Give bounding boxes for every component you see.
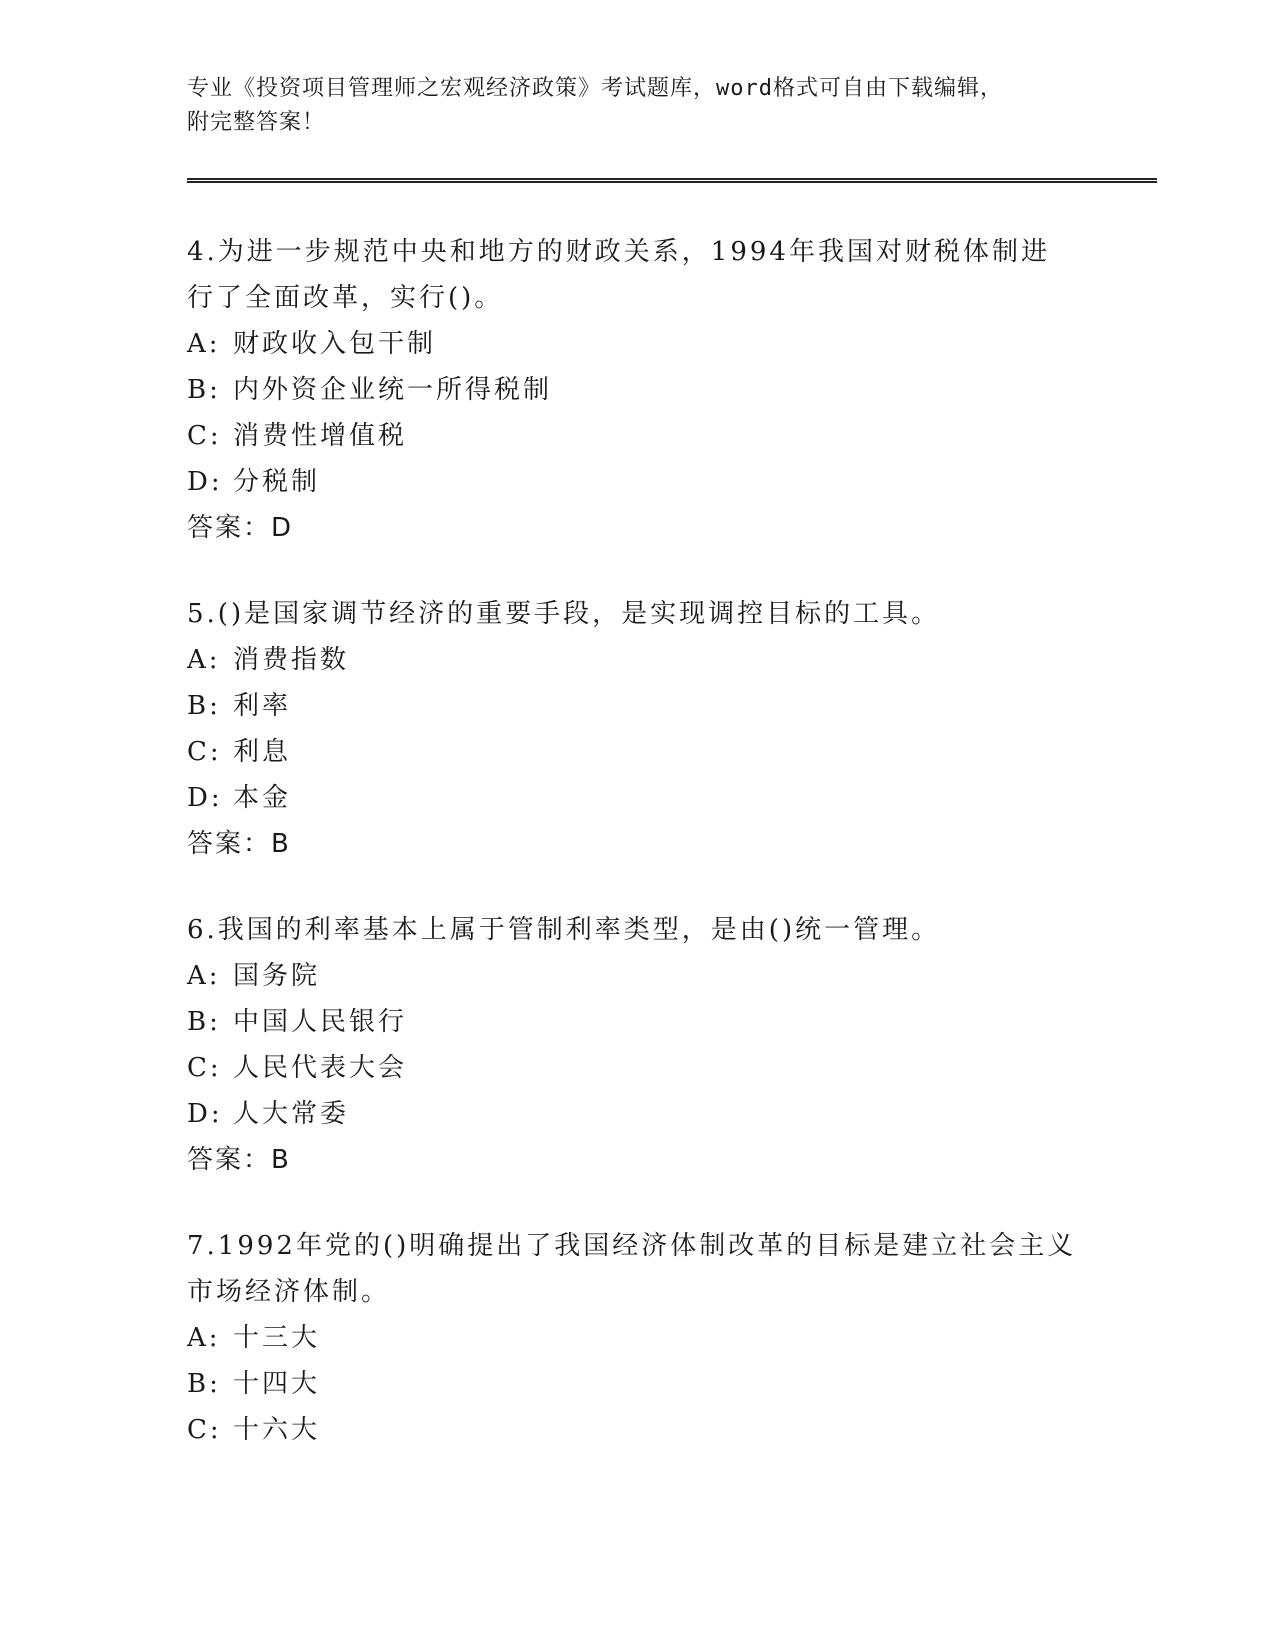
option-key: C: [187,1415,222,1445]
option-key: D: [187,783,223,813]
option-b [187,1361,1157,1407]
option-key: C: [187,1053,222,1083]
option-a [187,637,1157,683]
option-a [187,1315,1157,1361]
option-text: 内外资企业统一所得税制 [233,375,553,405]
answer-line: 答案：B [187,1145,291,1175]
answer-line: 答案：D [187,513,294,543]
question-stem: 5.()是国家调节经济的重要手段，是实现调控目标的工具。 [187,599,941,629]
option-key: A: [187,961,221,991]
question-stem: 4.为进一步规范中央和地方的财政关系，1994年我国对财税体制进行了全面改革，实行()。 [187,237,1050,313]
option-text: 国务院 [233,961,321,991]
option-text: 十六大 [233,1415,321,1445]
option-text: 利率 [233,691,292,721]
question-stem: 6.我国的利率基本上属于管制利率类型，是由()统一管理。 [187,915,941,945]
header-divider [187,178,1157,183]
option-key: B: [187,691,221,721]
option-key: C: [187,737,222,767]
question-list [187,229,1157,1453]
question-6 [187,907,1157,1183]
option-text: 中国人民银行 [233,1007,408,1037]
option-c [187,1045,1157,1091]
question-7 [187,1223,1157,1453]
document-header [187,72,1087,140]
option-text: 十三大 [233,1323,321,1353]
option-text: 本金 [233,783,292,813]
option-key: A: [187,329,221,359]
question-5 [187,591,1157,867]
header-line-2: 附完整答案！ [187,110,326,135]
option-key: B: [187,1007,221,1037]
option-b [187,367,1157,413]
option-a [187,953,1157,999]
option-text: 消费性增值税 [233,421,408,451]
question-4 [187,229,1157,551]
option-c [187,1407,1157,1453]
option-key: A: [187,1323,221,1353]
option-text: 利息 [233,737,292,767]
option-c [187,413,1157,459]
option-c [187,729,1157,775]
option-text: 消费指数 [233,645,350,675]
document-page [187,72,1157,1493]
option-d [187,1091,1157,1137]
option-key: A: [187,645,221,675]
option-b [187,683,1157,729]
option-a [187,321,1157,367]
option-d [187,775,1157,821]
header-line-1: 专业《投资项目管理师之宏观经济政策》考试题库，word格式可自由下载编辑， [187,76,1003,101]
option-d [187,459,1157,505]
option-b [187,999,1157,1045]
option-key: C: [187,421,222,451]
question-stem: 7.1992年党的()明确提出了我国经济体制改革的目标是建立社会主义市场经济体制。 [187,1231,1077,1307]
option-key: B: [187,1369,221,1399]
option-key: D: [187,1099,223,1129]
answer-line: 答案：B [187,829,291,859]
option-text: 分税制 [233,467,321,497]
option-text: 人民代表大会 [233,1053,408,1083]
option-text: 十四大 [233,1369,321,1399]
option-key: D: [187,467,223,497]
option-text: 财政收入包干制 [233,329,437,359]
option-text: 人大常委 [233,1099,350,1129]
option-key: B: [187,375,221,405]
